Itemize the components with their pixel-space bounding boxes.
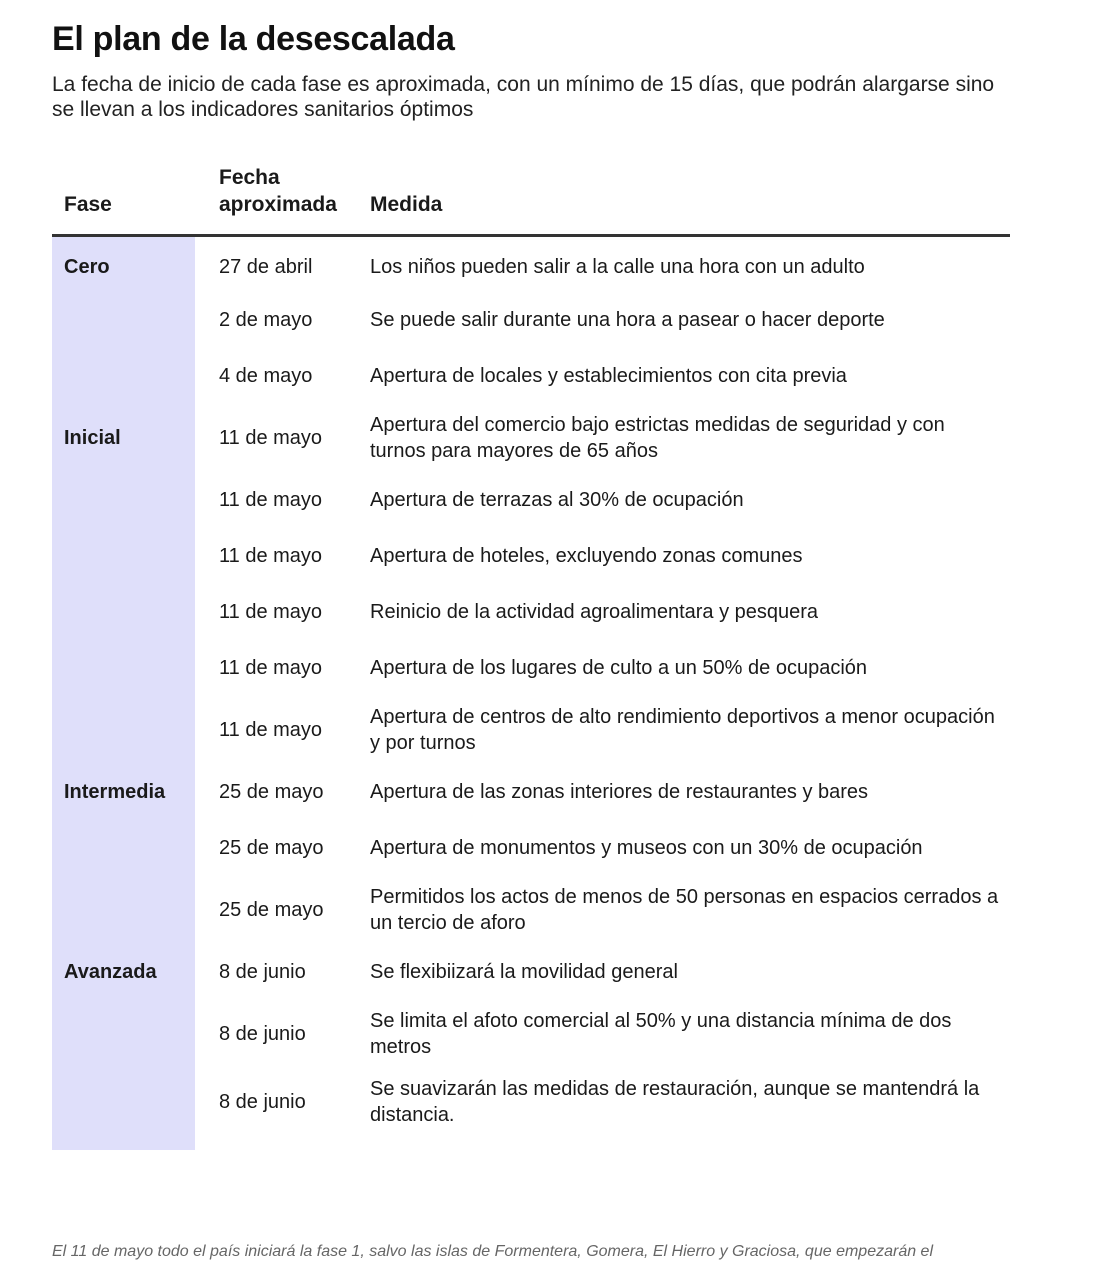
fase-cell: Cero — [52, 236, 195, 292]
fase-cell — [52, 640, 195, 696]
table-row — [52, 764, 1010, 820]
fase-cell — [52, 528, 195, 584]
medida-cell: Reinicio de la actividad agroalimentara y pesquera — [370, 600, 819, 623]
table-row — [52, 292, 1010, 348]
medida-cell: Apertura de hoteles, excluyendo zonas comunes — [370, 544, 803, 567]
fase-cell — [52, 820, 195, 876]
medida-cell: Se suavizarán las medidas de restauración, aunque se mantendrá la distancia. — [370, 1077, 980, 1126]
fecha-cell: 27 de abril — [219, 256, 313, 279]
table-row — [52, 472, 1010, 528]
medida-cell: Apertura de locales y establecimientos con cita previa — [370, 364, 847, 387]
fecha-cell: 25 de mayo — [219, 780, 324, 803]
fase-cell — [52, 292, 195, 348]
medida-cell: Se puede salir durante una hora a pasear o hacer deporte — [370, 308, 885, 331]
footnote: El 11 de mayo todo el país iniciará la fase 1, salvo las islas de Formentera, Gomera, El Hierro y Graciosa, que empezarán el — [52, 1243, 934, 1260]
table-row — [52, 584, 1010, 640]
medida-cell: Apertura de los lugares de culto a un 50% de ocupación — [370, 656, 868, 679]
fase-cell — [52, 348, 195, 404]
fase-cell: Inicial — [52, 404, 195, 472]
medida-cell: Se limita el afoto comercial al 50% y una distancia mínima de dos metros — [370, 1009, 952, 1058]
fase-column-bottom-fill — [52, 1136, 195, 1150]
page-title: El plan de la desescalada — [52, 20, 455, 58]
fase-cell — [52, 876, 195, 944]
table-row — [52, 528, 1010, 584]
fase-cell: Avanzada — [52, 944, 195, 1000]
medida-cell: Apertura de terrazas al 30% de ocupación — [370, 488, 744, 511]
header-medida: Medida — [370, 160, 1010, 236]
fecha-cell: 11 de mayo — [219, 600, 323, 623]
fecha-cell: 11 de mayo — [219, 656, 323, 679]
table-row — [52, 1068, 1010, 1136]
fecha-cell: 8 de junio — [219, 1022, 306, 1045]
fecha-cell: 11 de mayo — [219, 426, 323, 449]
fecha-cell: 11 de mayo — [219, 718, 323, 741]
fecha-cell: 8 de junio — [219, 960, 306, 983]
medida-cell: Apertura de centros de alto rendimiento deportivos a menor ocupación y por turnos — [370, 705, 995, 754]
plan-table-container — [52, 160, 1010, 1136]
table-row — [52, 944, 1010, 1000]
plan-table — [52, 160, 1010, 1136]
fase-cell — [52, 584, 195, 640]
fecha-cell: 25 de mayo — [219, 836, 324, 859]
fase-cell — [52, 1000, 195, 1068]
table-row — [52, 696, 1010, 764]
table-row — [52, 404, 1010, 472]
header-fase: Fase — [52, 160, 195, 236]
medida-cell: Permitidos los actos de menos de 50 personas en espacios cerrados a un tercio de aforo — [370, 885, 999, 934]
fase-cell: Intermedia — [52, 764, 195, 820]
fecha-cell: 4 de mayo — [219, 364, 313, 387]
fecha-cell: 11 de mayo — [219, 488, 323, 511]
fase-cell — [52, 472, 195, 528]
table-row — [52, 640, 1010, 696]
page-subtitle: La fecha de inicio de cada fase es aproximada, con un mínimo de 15 días, que podrán alargarse sino se llevan a los indicadores sanitarios óptimos — [52, 73, 995, 121]
fase-cell — [52, 1068, 195, 1136]
table-row — [52, 236, 1010, 292]
fecha-cell: 25 de mayo — [219, 898, 324, 921]
medida-cell: Los niños pueden salir a la calle una hora con un adulto — [370, 256, 865, 279]
medida-cell: Apertura de monumentos y museos con un 30% de ocupación — [370, 836, 923, 859]
table-header — [52, 160, 1010, 236]
table-row — [52, 348, 1010, 404]
table-body — [52, 236, 1010, 1136]
fecha-cell: 2 de mayo — [219, 308, 313, 331]
table-row — [52, 820, 1010, 876]
medida-cell: Se flexibiizará la movilidad general — [370, 960, 678, 983]
fecha-cell: 11 de mayo — [219, 544, 323, 567]
header-fecha: Fecha aproximada — [195, 160, 370, 236]
table-row — [52, 1000, 1010, 1068]
fase-cell — [52, 696, 195, 764]
fecha-cell: 8 de junio — [219, 1090, 306, 1113]
table-row — [52, 876, 1010, 944]
medida-cell: Apertura de las zonas interiores de restaurantes y bares — [370, 780, 869, 803]
medida-cell: Apertura del comercio bajo estrictas medidas de seguridad y con turnos para mayores de 65 años — [370, 413, 945, 462]
